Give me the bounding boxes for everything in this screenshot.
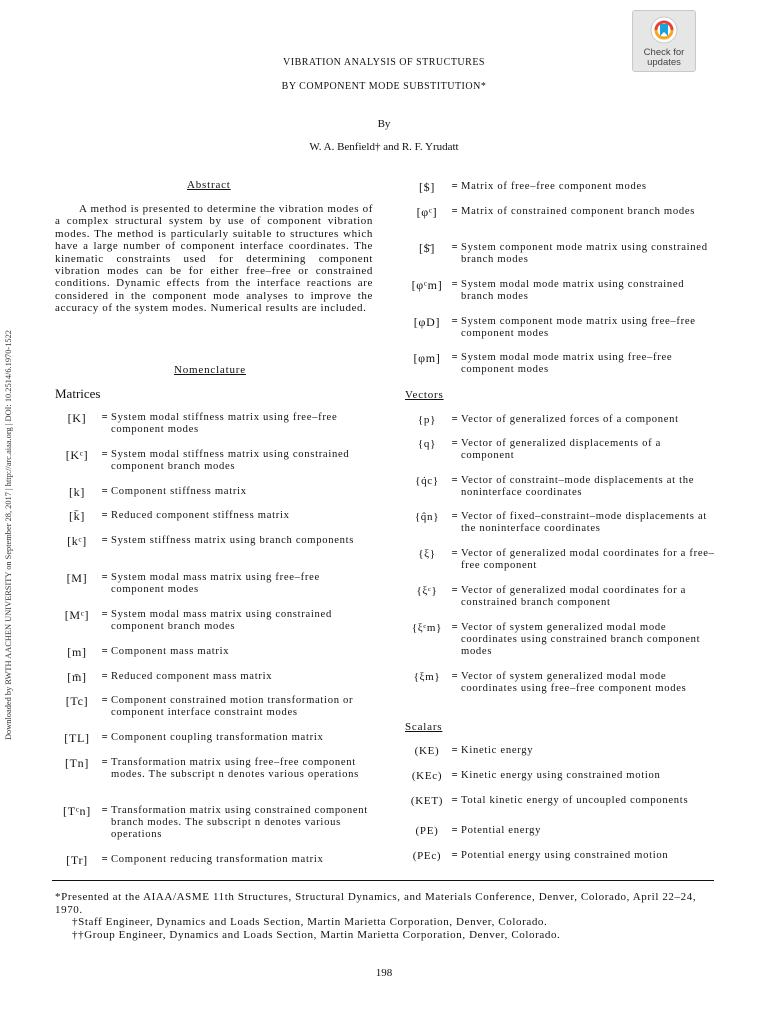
scalar-entry bbox=[405, 825, 715, 837]
symbol: (KET) bbox=[410, 795, 444, 807]
definition: Vector of system generalized modal mode coordinates using free–free component modes bbox=[461, 671, 687, 695]
definition: Component constrained motion transformation or component interface constraint modes bbox=[111, 695, 354, 719]
equals-sign: = bbox=[451, 770, 459, 781]
symbol: [$̄] bbox=[418, 241, 436, 255]
symbol: [$] bbox=[418, 180, 436, 194]
symbol: {ξᶜ} bbox=[416, 585, 438, 597]
matrix-entry bbox=[405, 242, 715, 266]
definition: Vector of fixed–constraint–mode displacements at the noninterface coordinates bbox=[461, 511, 707, 535]
abstract-text: A method is presented to determine the vibration modes of a complex structural system by use of component vibration modes. The method is particularly suitable to structures which have a large number of component interface coordinates. The kinematic constraints used for determining component vibration modes can be for either free–free or constrained conditions. Dynamic effects from the interface reactions are considered in the component mode analyses to improve the accuracy of the system modes. Numerical results are included. bbox=[55, 203, 373, 315]
matrix-entry bbox=[55, 757, 373, 781]
matrix-entry bbox=[55, 646, 373, 658]
matrix-entry bbox=[55, 671, 373, 683]
symbol: [φm] bbox=[413, 351, 441, 365]
footnote-divider bbox=[52, 880, 714, 881]
equals-sign: = bbox=[451, 242, 459, 253]
matrix-entry bbox=[405, 316, 715, 340]
bookmark-ribbon-icon bbox=[649, 15, 679, 45]
definition: Component stiffness matrix bbox=[111, 486, 247, 497]
definition: Component reducing transformation matrix bbox=[111, 854, 324, 865]
matrix-entry bbox=[405, 352, 715, 376]
equals-sign: = bbox=[451, 316, 459, 327]
vector-entry bbox=[405, 622, 715, 659]
symbol: {q̂n} bbox=[414, 511, 440, 523]
equals-sign: = bbox=[451, 206, 459, 217]
footnote-presented: *Presented at the AIAA/ASME 11th Structures, Structural Dynamics, and Materials Conference, Denver, Colorado, April 22–24, 1970. bbox=[55, 891, 697, 916]
by-label: By bbox=[377, 118, 391, 130]
symbol: [M] bbox=[66, 571, 88, 585]
equals-sign: = bbox=[101, 412, 109, 423]
equals-sign: = bbox=[451, 414, 459, 425]
equals-sign: = bbox=[451, 850, 459, 861]
definition: Component mass matrix bbox=[111, 646, 230, 657]
paper-title-line1: VIBRATION ANALYSIS OF STRUCTURES bbox=[283, 57, 485, 68]
symbol: [k̄] bbox=[68, 509, 86, 523]
equals-sign: = bbox=[101, 671, 109, 682]
equals-sign: = bbox=[101, 449, 109, 460]
page-number: 198 bbox=[375, 967, 393, 979]
vector-entry bbox=[405, 585, 715, 609]
equals-sign: = bbox=[451, 622, 459, 633]
definition: System stiffness matrix using branch components bbox=[111, 535, 355, 546]
definition: System modal stiffness matrix using constrained component branch modes bbox=[111, 449, 350, 473]
definition: Transformation matrix using constrained component branch modes. The subscript n denotes various operations bbox=[111, 805, 368, 841]
vector-entry bbox=[405, 671, 715, 695]
equals-sign: = bbox=[451, 352, 459, 363]
symbol: (PE) bbox=[415, 825, 439, 837]
symbol: [Tc] bbox=[65, 694, 89, 708]
symbol: [φD] bbox=[413, 315, 441, 329]
vector-entry bbox=[405, 511, 715, 535]
equals-sign: = bbox=[101, 572, 109, 583]
matrix-entry bbox=[55, 695, 373, 719]
matrix-entry bbox=[55, 572, 373, 596]
symbol: [Tn] bbox=[64, 756, 90, 770]
definition: Vector of generalized modal coordinates for a constrained branch component bbox=[461, 585, 687, 609]
definition: Matrix of free–free component modes bbox=[461, 181, 647, 192]
footnote-staff-engineer: †Staff Engineer, Dynamics and Loads Section, Martin Marietta Corporation, Denver, Colorado. bbox=[72, 916, 548, 928]
equals-sign: = bbox=[101, 805, 109, 816]
vector-entry bbox=[405, 475, 715, 499]
download-notice: Downloaded by RWTH AACHEN UNIVERSITY on September 28, 2017 | http://arc.aiaa.org | DOI: 10.2514/6.1970-1522 bbox=[4, 330, 13, 740]
symbol: [k] bbox=[68, 485, 86, 499]
equals-sign: = bbox=[451, 585, 459, 596]
equals-sign: = bbox=[101, 854, 109, 865]
matrices-heading: Matrices bbox=[55, 386, 101, 401]
definition: Transformation matrix using free–free component modes. The subscript n denotes various operations bbox=[111, 757, 360, 781]
definition: Potential energy bbox=[461, 825, 542, 836]
matrix-entry bbox=[55, 510, 373, 522]
vector-entry bbox=[405, 438, 715, 462]
symbol: (KE) bbox=[414, 745, 440, 757]
equals-sign: = bbox=[451, 511, 459, 522]
definition: System component mode matrix using free–free component modes bbox=[461, 316, 696, 340]
symbol: {ξm} bbox=[413, 671, 441, 683]
symbol: [m] bbox=[67, 645, 87, 659]
vector-entry bbox=[405, 548, 715, 572]
definition: Matrix of constrained component branch modes bbox=[461, 206, 696, 217]
definition: Vector of generalized modal coordinates for a free–free component bbox=[461, 548, 715, 572]
symbol: [TL] bbox=[64, 731, 90, 745]
definition: System modal mode matrix using free–free component modes bbox=[461, 352, 673, 376]
symbol: {q} bbox=[417, 438, 437, 450]
definition: Reduced component stiffness matrix bbox=[111, 510, 290, 521]
equals-sign: = bbox=[101, 757, 109, 768]
definition: System modal mass matrix using constrained component branch modes bbox=[111, 609, 332, 633]
symbol: [kᶜ] bbox=[67, 534, 87, 548]
equals-sign: = bbox=[101, 609, 109, 620]
symbol: [Mᶜ] bbox=[64, 608, 90, 622]
equals-sign: = bbox=[451, 795, 459, 806]
scalar-entry bbox=[405, 795, 715, 807]
footnote-group-engineer: ††Group Engineer, Dynamics and Loads Section, Martin Marietta Corporation, Denver, Colorado. bbox=[72, 929, 561, 941]
symbol: [Tᶜn] bbox=[63, 804, 91, 818]
symbol: (PEc) bbox=[412, 850, 442, 862]
equals-sign: = bbox=[451, 745, 459, 756]
definition: Kinetic energy using constrained motion bbox=[461, 770, 661, 781]
definition: System modal stiffness matrix using free–free component modes bbox=[111, 412, 338, 436]
matrix-entry bbox=[55, 732, 373, 744]
scalar-entry bbox=[405, 850, 715, 862]
symbol: (KEc) bbox=[411, 770, 443, 782]
authors: W. A. Benfield† and R. F. Yrudatt bbox=[309, 141, 459, 153]
matrix-entry bbox=[405, 279, 715, 303]
definition: System modal mass matrix using free–free component modes bbox=[111, 572, 320, 596]
equals-sign: = bbox=[451, 825, 459, 836]
matrix-entry bbox=[405, 206, 715, 218]
matrix-entry bbox=[55, 609, 373, 633]
equals-sign: = bbox=[101, 535, 109, 546]
equals-sign: = bbox=[101, 695, 109, 706]
symbol: {ξ} bbox=[418, 548, 436, 560]
badge-label-2: updates bbox=[647, 57, 681, 68]
matrix-entry bbox=[55, 449, 373, 473]
equals-sign: = bbox=[451, 548, 459, 559]
equals-sign: = bbox=[101, 486, 109, 497]
symbol: {ξᶜm} bbox=[411, 622, 443, 634]
abstract-heading: Abstract bbox=[187, 179, 231, 191]
nomenclature-heading: Nomenclature bbox=[174, 364, 246, 376]
badge-label-1: Check for bbox=[643, 47, 685, 58]
matrix-entry bbox=[55, 854, 373, 866]
vector-entry bbox=[405, 414, 715, 426]
equals-sign: = bbox=[451, 475, 459, 486]
vectors-heading: Vectors bbox=[405, 389, 444, 401]
scalar-entry bbox=[405, 745, 715, 757]
matrix-entry bbox=[55, 486, 373, 498]
equals-sign: = bbox=[451, 181, 459, 192]
equals-sign: = bbox=[101, 510, 109, 521]
definition: System component mode matrix using constrained branch modes bbox=[461, 242, 708, 266]
paper-title-line2: BY COMPONENT MODE SUBSTITUTION* bbox=[281, 81, 487, 92]
symbol: [Tr] bbox=[66, 853, 88, 867]
matrix-entry bbox=[55, 805, 373, 842]
scalar-entry bbox=[405, 770, 715, 782]
definition: Vector of generalized forces of a component bbox=[461, 414, 679, 425]
symbol: {p} bbox=[417, 414, 437, 426]
definition: System modal mode matrix using constrained branch modes bbox=[461, 279, 685, 303]
symbol: [φᶜm] bbox=[411, 278, 443, 292]
symbol: [φᶜ] bbox=[416, 205, 438, 219]
definition: Total kinetic energy of uncoupled components bbox=[461, 795, 689, 806]
symbol: [K] bbox=[67, 411, 87, 425]
symbol: [m̄] bbox=[67, 670, 87, 684]
matrix-entry bbox=[55, 412, 373, 436]
equals-sign: = bbox=[101, 646, 109, 657]
definition: Vector of system generalized modal mode coordinates using constrained branch component modes bbox=[461, 622, 701, 658]
definition: Vector of constraint–mode displacements at the noninterface coordinates bbox=[461, 475, 695, 499]
definition: Component coupling transformation matrix bbox=[111, 732, 324, 743]
definition: Vector of generalized displacements of a component bbox=[461, 438, 662, 462]
definition: Potential energy using constrained motion bbox=[461, 850, 669, 861]
definition: Kinetic energy bbox=[461, 745, 534, 756]
equals-sign: = bbox=[101, 732, 109, 743]
equals-sign: = bbox=[451, 438, 459, 449]
equals-sign: = bbox=[451, 671, 459, 682]
matrix-entry bbox=[55, 535, 373, 547]
symbol: [Kᶜ] bbox=[65, 448, 89, 462]
matrix-entry bbox=[405, 181, 715, 193]
scalars-heading: Scalars bbox=[405, 721, 443, 733]
symbol: {q̇c} bbox=[415, 475, 439, 487]
equals-sign: = bbox=[451, 279, 459, 290]
definition: Reduced component mass matrix bbox=[111, 671, 273, 682]
